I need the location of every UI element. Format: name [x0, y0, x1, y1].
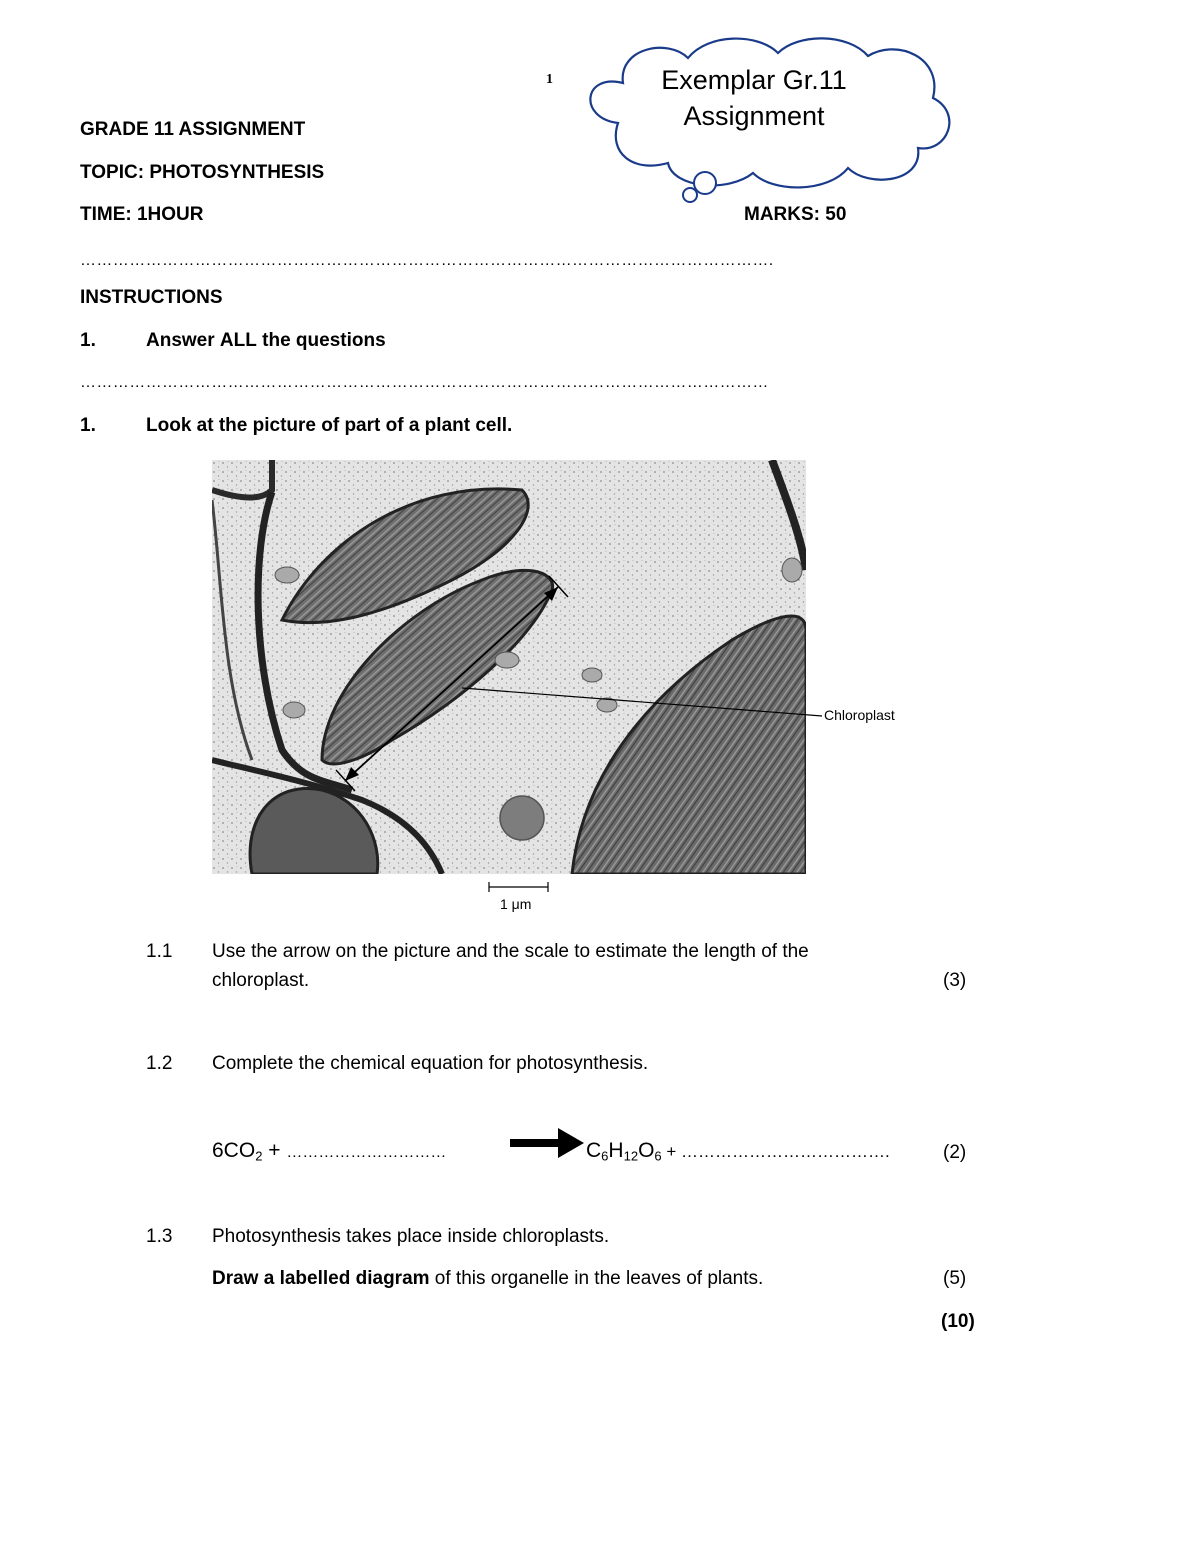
- subquestion-marks: (3): [943, 970, 967, 991]
- marks-line: MARKS: 50: [744, 204, 847, 225]
- subquestion-number: 1.3: [146, 1226, 173, 1247]
- page-number: 1: [546, 72, 553, 87]
- equation-reactants: $6CO_2$ + …………………………: [212, 1139, 447, 1164]
- subquestion-text: Complete the chemical equation for photosynthesis.: [212, 1053, 649, 1074]
- subquestion-instruction: Draw a labelled diagram of this organelle in the leaves of plants.: [212, 1268, 764, 1289]
- subquestion-marks: (5): [943, 1268, 967, 1289]
- subquestion-text: Use the arrow on the picture and the scale to estimate the length of the: [212, 941, 809, 962]
- callout-line-1: Exemplar Gr.11: [661, 65, 847, 95]
- reaction-arrow-icon: [510, 1126, 585, 1160]
- subquestion-number: 1.2: [146, 1053, 173, 1074]
- callout-text: [578, 62, 930, 134]
- instruction-number: 1.: [80, 330, 96, 351]
- instruction-text: Answer ALL the questions: [146, 330, 386, 351]
- assignment-title: GRADE 11 ASSIGNMENT: [80, 119, 306, 140]
- subquestion-text: chloroplast.: [212, 970, 310, 991]
- question-total: (10): [941, 1311, 975, 1332]
- time-line: TIME: 1HOUR: [80, 204, 204, 225]
- scale-label: 1 μm: [500, 896, 532, 912]
- instructions-heading: INSTRUCTIONS: [80, 287, 223, 308]
- separator-line: ……………………………………………………………………………………………………………….: [80, 252, 774, 269]
- topic-line: TOPIC: PHOTOSYNTHESIS: [80, 162, 325, 183]
- chloroplast-micrograph: [212, 460, 912, 920]
- equation-products: $C_6H_{12}O_6$ + ……………………………….: [586, 1139, 890, 1164]
- equation-marks: (2): [943, 1142, 967, 1163]
- callout-line-2: Assignment: [683, 101, 825, 131]
- question-number: 1.: [80, 415, 96, 436]
- subquestion-number: 1.1: [146, 941, 173, 962]
- subquestion-text: Photosynthesis takes place inside chloroplasts.: [212, 1226, 610, 1247]
- separator-line: ………………………………………………………………………………………………………………: [80, 374, 769, 391]
- chloroplast-label: Chloroplast: [824, 707, 895, 723]
- question-text: Look at the picture of part of a plant cell.: [146, 415, 513, 436]
